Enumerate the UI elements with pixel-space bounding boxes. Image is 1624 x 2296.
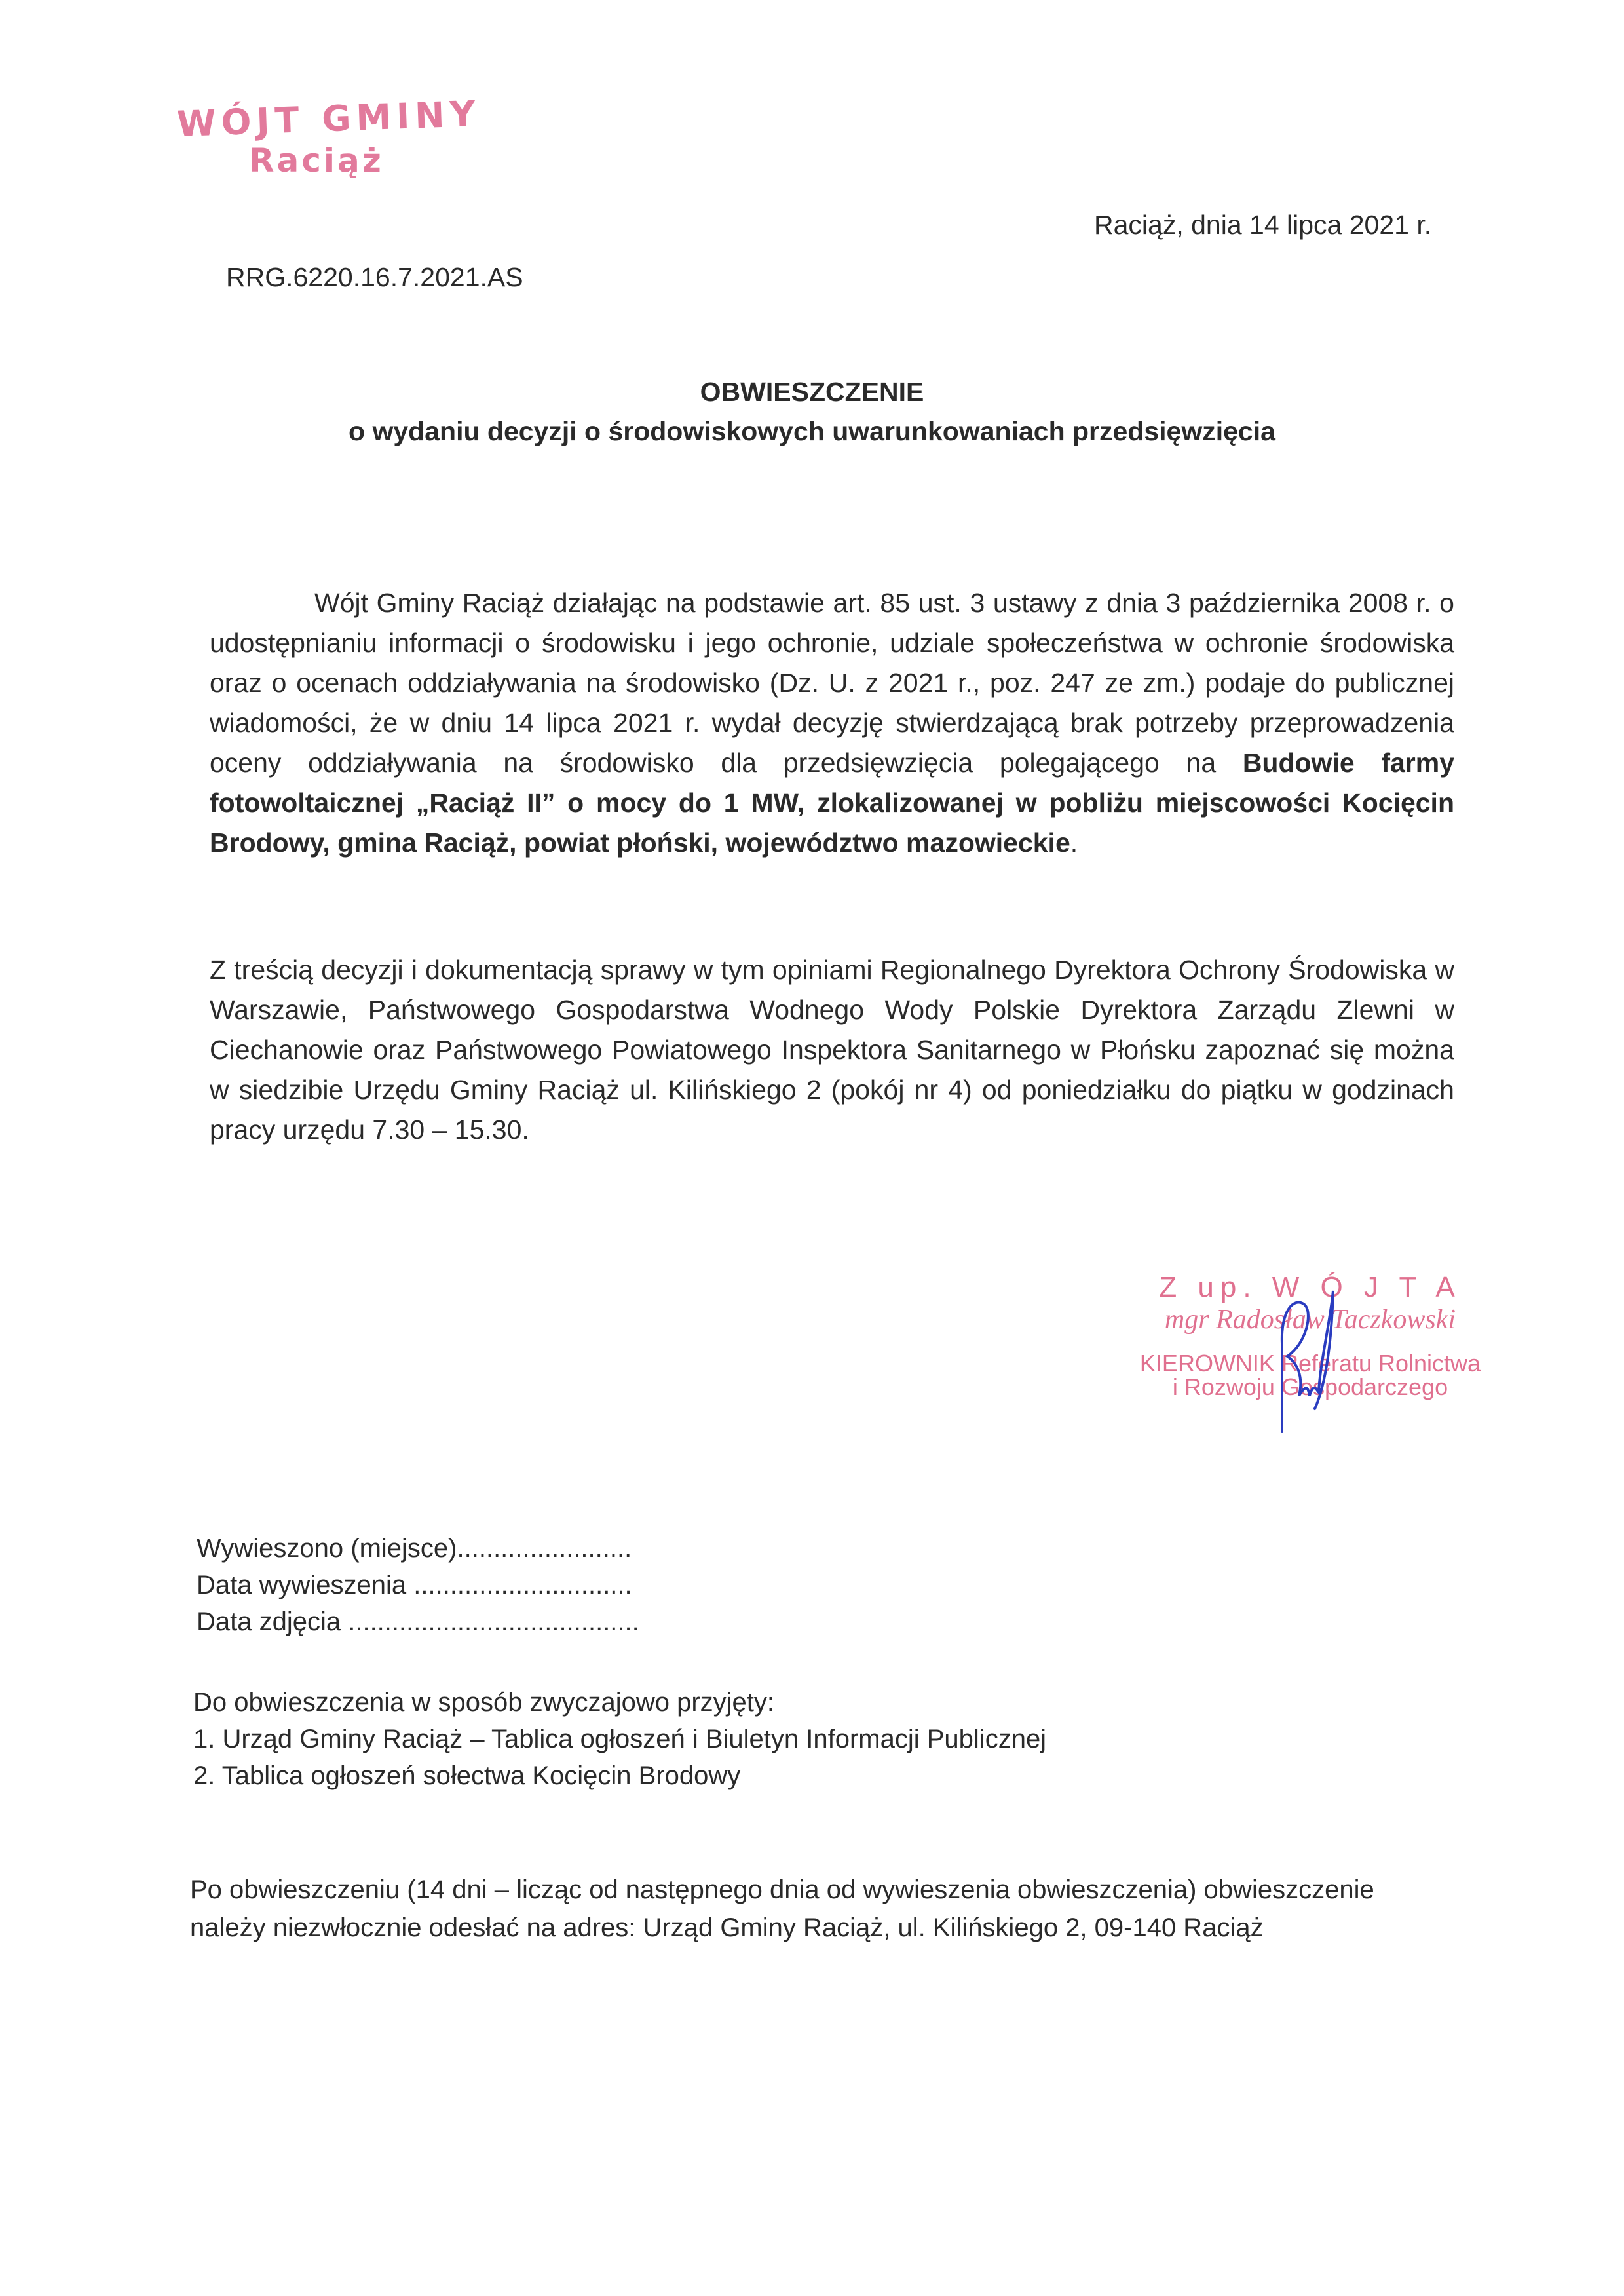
paragraph-decision <box>210 583 1454 863</box>
posting-place-field: Wywieszono (miejsce)........................ <box>197 1534 632 1563</box>
distribution-intro: Do obwieszczenia w sposób zwyczajowo przyjęty: <box>193 1688 775 1717</box>
signatory-department: i Rozwoju Gospodarczego <box>1172 1373 1448 1400</box>
signatory-role: KIEROWNIK Referatu Rolnictwa <box>1139 1350 1481 1377</box>
document-title: OBWIESZCZENIE <box>700 377 924 407</box>
paragraph-access-info: Z treścią decyzji i dokumentacją sprawy w tym opiniami Regionalnego Dyrektora Ochrony Środowiska w Warszawie, Państwowego Gospodarstwa Wodnego Wody Polskie Dyrektora Zarządu Zlewni w Ciechanowie oraz Państwowego Powiatowego Inspektora Sanitarnego w Płońsku zapoznać się można w siedzibie Urzędu Gminy Raciąż ul. Kilińskiego 2 (pokój nr 4) od poniedziałku do piątku w godzinach pracy urzędu 7.30 – 15.30. <box>210 955 1454 1145</box>
signature-line-1: Z up. W Ó J T A <box>1159 1271 1462 1303</box>
distribution-item: 1. Urząd Gminy Raciąż – Tablica ogłoszeń i Biuletyn Informacji Publicznej <box>193 1725 1047 1753</box>
signatory-name: mgr Radosław Taczkowski <box>1164 1305 1456 1335</box>
project-description: Budowie farmy fotowoltaicznej „Raciąż II” o mocy do 1 MW, zlokalizowanej w pobliżu miejscowości Kocięcin Brodowy, gmina Raciąż, powiat płoński, województwo mazowieckie <box>210 748 1454 858</box>
handwritten-signature-icon <box>1268 1284 1340 1435</box>
posting-date-field: Data wywieszenia .............................. <box>197 1571 632 1599</box>
place-date: Raciąż, dnia 14 lipca 2021 r. <box>1094 210 1432 240</box>
paragraph-end: . <box>1070 828 1078 858</box>
stamp-line-2: Raciąż <box>249 141 384 180</box>
office-stamp <box>176 92 482 180</box>
distribution-item: 2. Tablica ogłoszeń sołectwa Kocięcin Brodowy <box>193 1761 741 1790</box>
reference-number: RRG.6220.16.7.2021.AS <box>226 262 523 292</box>
return-instructions: Po obwieszczeniu (14 dni – licząc od następnego dnia od wywieszenia obwieszczenia) obwieszczenie należy niezwłocznie odesłać na adres: Urząd Gminy Raciąż, ul. Kilińskiego 2, 09-140 Raciąż <box>190 1875 1374 1942</box>
removal-date-field: Data zdjęcia ........................................ <box>197 1607 639 1636</box>
paragraph-decision-text: Wójt Gminy Raciąż działając na podstawie art. 85 ust. 3 ustawy z dnia 3 października 2008 r. o udostępnianiu informacji o środowisku i jego ochronie, udziale społeczeństwa w ochronie środowiska oraz o ocenach oddziaływania na środowisko (Dz. U. z 2021 r., poz. 247 ze zm.) podaje do publicznej wiadomości, że w dniu 14 lipca 2021 r. wydał decyzję stwierdzającą brak potrzeby przeprowadzenia oceny oddziaływania na środowisko dla przedsięwzięcia polegającego na <box>210 588 1454 778</box>
posting-form <box>197 1530 639 1640</box>
document-subtitle: o wydaniu decyzji o środowiskowych uwarunkowaniach przedsięwzięcia <box>349 416 1275 446</box>
distribution-list <box>193 1684 1046 1794</box>
stamp-line-1: WÓJT GMINY <box>176 92 482 145</box>
